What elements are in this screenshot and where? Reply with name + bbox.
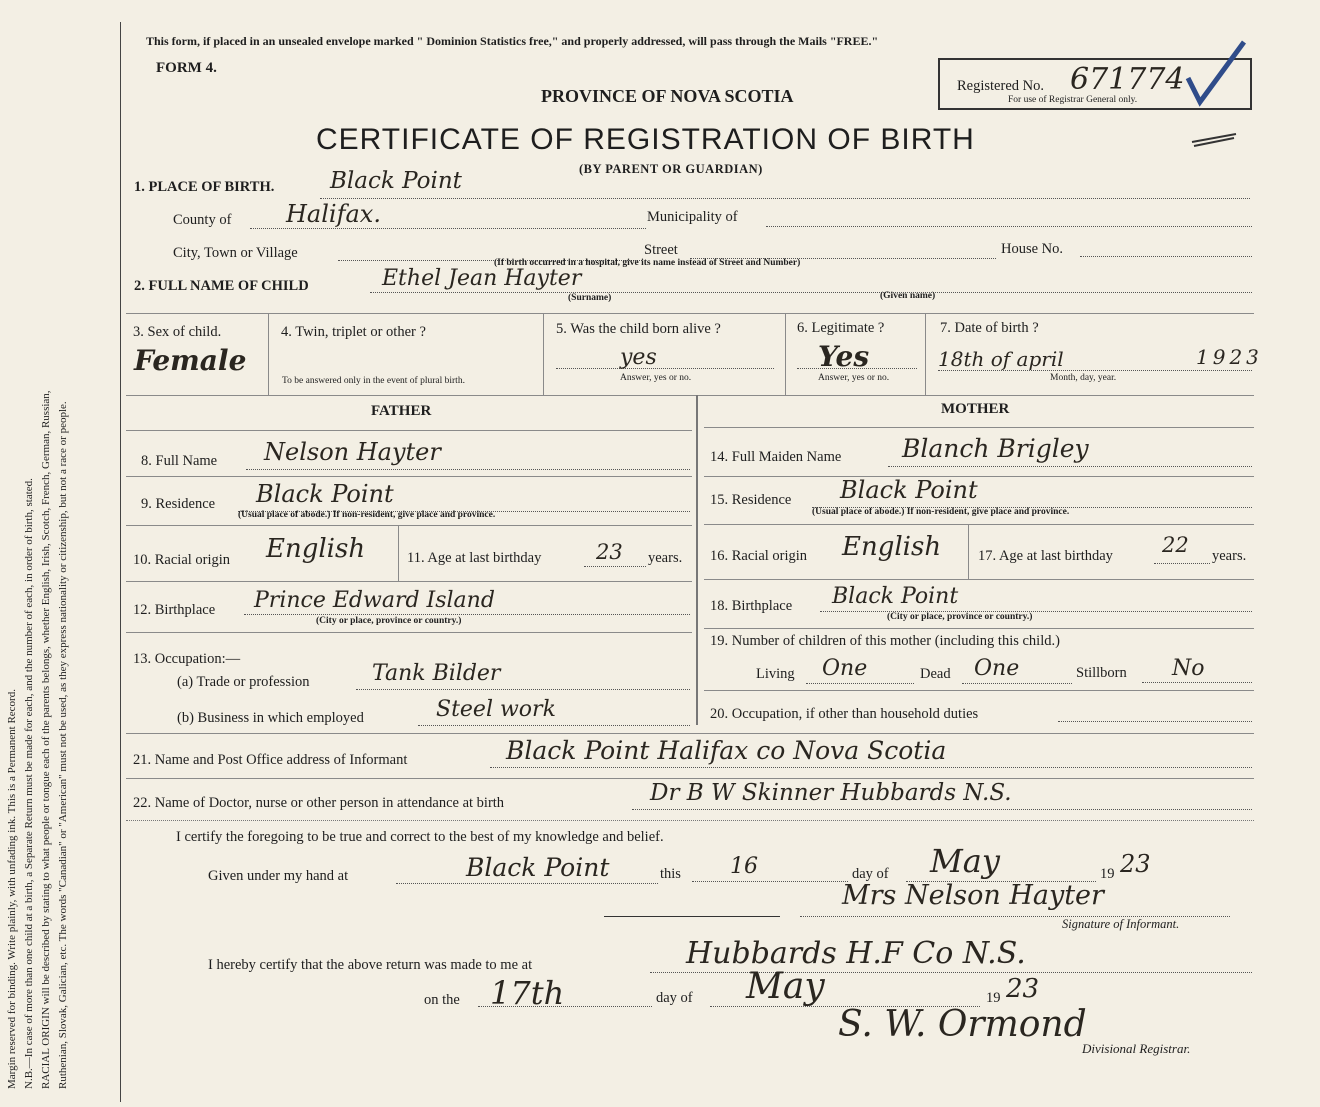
doctor-value: Dr B W Skinner Hubbards N.S. [650, 780, 1012, 806]
legitimate-value: Yes [818, 340, 870, 373]
margin-border [120, 22, 121, 1102]
mother-occupation-label: 20. Occupation, if other than household duties [710, 706, 979, 722]
sex-label: 3. Sex of child. [133, 324, 222, 340]
given-year-prefix: 19 [1100, 866, 1115, 882]
registrar-signature: S. W. Ormond [838, 1004, 1087, 1045]
father-birthplace-label: 12. Birthplace [133, 602, 216, 618]
mother-residence-value: Black Point [840, 476, 978, 504]
alive-value: yes [620, 345, 657, 370]
margin-notes [0, 0, 118, 1107]
father-residence-label: 9. Residence [141, 496, 216, 512]
mother-residence-note: (Usual place of abode.) If non-resident, give place and province. [812, 507, 1070, 517]
child-name-value: Ethel Jean Hayter [382, 266, 582, 291]
mother-birthplace-label: 18. Birthplace [710, 598, 793, 614]
divisional-registrar-label: Divisional Registrar. [1082, 1041, 1191, 1056]
document-subtitle: (BY PARENT OR GUARDIAN) [579, 162, 763, 176]
registrar-month-value: May [746, 966, 825, 1007]
father-race-value: English [266, 534, 366, 564]
place-of-birth-value: Black Point [330, 168, 462, 194]
registered-number: 671774 [1070, 62, 1185, 97]
given-place-value: Black Point [466, 853, 610, 882]
dob-year: 1923 [1196, 345, 1263, 369]
signature-of-informant-label: Signature of Informant. [1062, 917, 1180, 931]
living-value: One [822, 656, 868, 681]
registrar-year-value: 23 [1006, 974, 1040, 1004]
alive-note: Answer, yes or no. [620, 373, 692, 383]
registrar-note: For use of Registrar General only. [1008, 95, 1138, 105]
mother-name-label: 14. Full Maiden Name [710, 449, 842, 465]
margin-note-line: Ruthenian, Slovak, Galician, etc. The words "Canadian" or "American" must not be used, as they express nationality or citizenship, but not a race or people. [57, 401, 69, 1089]
father-age-label: 11. Age at last birthday [407, 550, 542, 566]
registrar-year-prefix: 19 [986, 990, 1001, 1006]
father-occupation-label: 13. Occupation:— [133, 651, 241, 667]
father-business-value: Steel work [436, 697, 556, 722]
father-name-label: 8. Full Name [141, 453, 218, 469]
house-label: House No. [1001, 241, 1064, 257]
mail-notice: This form, if placed in an unsealed envelope marked " Dominion Statistics free," and properly addressed, will pass through the Mails "FREE." [146, 34, 879, 48]
dead-value: One [974, 656, 1020, 681]
margin-note-line: N.B.—In case of more than one child at a birth, a Separate Return must be made for each, and the number of each, in order of birth, stated. [23, 478, 35, 1089]
registered-label: Registered No. [957, 78, 1044, 94]
form-number: FORM 4. [156, 60, 217, 76]
registrar-day-value: 17th [490, 974, 565, 1012]
father-residence-value: Black Point [256, 480, 394, 508]
father-heading: FATHER [371, 403, 432, 419]
mother-birthplace-value: Black Point [832, 584, 959, 609]
father-age-value: 23 [596, 540, 623, 564]
stillborn-value: No [1172, 656, 1205, 681]
informant-signature: Mrs Nelson Hayter [842, 880, 1104, 911]
father-name-value: Nelson Hayter [264, 438, 441, 466]
living-label: Living [756, 666, 795, 682]
scribble-icon [1188, 128, 1240, 150]
alive-label: 5. Was the child born alive ? [556, 321, 721, 337]
place-of-birth-label: 1. PLACE OF BIRTH. [134, 179, 275, 195]
given-day-of-label: day of [852, 866, 889, 882]
mother-years-label: years. [1212, 548, 1247, 564]
father-birthplace-value: Prince Edward Island [254, 588, 495, 613]
registrar-place-value: Hubbards H.F Co N.S. [686, 936, 1026, 971]
this-label: this [660, 866, 681, 882]
father-birthplace-note: (City or place, province or country.) [316, 616, 462, 626]
father-trade-value: Tank Bilder [372, 661, 501, 686]
father-business-label: (b) Business in which employed [177, 710, 364, 726]
informant-value: Black Point Halifax co Nova Scotia [506, 736, 947, 765]
stillborn-label: Stillborn [1076, 665, 1127, 681]
dob-value: 18th of april [938, 347, 1064, 371]
given-day-value: 16 [730, 854, 758, 879]
mother-residence-label: 15. Residence [710, 492, 792, 508]
mother-birthplace-note: (City or place, province or country.) [887, 612, 1033, 622]
mother-age-value: 22 [1162, 533, 1189, 557]
hospital-note: (If birth occurred in a hospital, give its name instead of Street and Number) [494, 258, 801, 268]
given-year-value: 23 [1120, 850, 1151, 878]
father-years-label: years. [648, 550, 683, 566]
dob-label: 7. Date of birth ? [940, 320, 1039, 336]
county-label: County of [173, 212, 232, 228]
surname-note: (Surname) [568, 293, 612, 303]
mother-age-label: 17. Age at last birthday [978, 548, 1113, 564]
margin-note-line: RACIAL ORIGIN will be described by stating to what people or tongue each of the parents belongs, whether English, Irish, Scotch, French, German, Russian, [40, 390, 52, 1089]
registrar-day-of-label: day of [656, 990, 693, 1006]
certify-text: I certify the foregoing to be true and correct to the best of my knowledge and belief. [176, 829, 664, 845]
document-title: CERTIFICATE OF REGISTRATION OF BIRTH [316, 123, 975, 156]
father-race-label: 10. Racial origin [133, 552, 231, 568]
mother-race-label: 16. Racial origin [710, 548, 808, 564]
city-label: City, Town or Village [173, 245, 298, 261]
father-trade-label: (a) Trade or profession [177, 674, 310, 690]
margin-note-line: Margin reserved for binding. Write plainly, with unfading ink. This is a Permanent Record. [6, 689, 18, 1089]
child-name-label: 2. FULL NAME OF CHILD [134, 278, 309, 294]
dead-label: Dead [920, 666, 951, 682]
given-month-value: May [930, 842, 1000, 880]
given-under-label: Given under my hand at [208, 868, 349, 884]
given-name-note: (Given name) [880, 291, 936, 301]
mother-heading: MOTHER [941, 401, 1010, 417]
twin-note: To be answered only in the event of plural birth. [282, 376, 465, 386]
checkmark-icon [1180, 38, 1250, 108]
mother-race-value: English [842, 532, 942, 562]
municipality-label: Municipality of [647, 209, 738, 225]
legitimate-label: 6. Legitimate ? [797, 320, 885, 336]
twin-label: 4. Twin, triplet or other ? [281, 324, 426, 340]
mother-name-value: Blanch Brigley [902, 434, 1089, 463]
registrar-certify-text: I hereby certify that the above return was made to me at [208, 957, 533, 973]
legitimate-note: Answer, yes or no. [818, 373, 890, 383]
county-value: Halifax. [286, 200, 381, 228]
father-residence-note: (Usual place of abode.) If non-resident, give place and province. [238, 510, 496, 520]
informant-label: 21. Name and Post Office address of Informant [133, 752, 408, 768]
mother-children-label: 19. Number of children of this mother (including this child.) [710, 633, 1060, 649]
sex-value: Female [134, 344, 247, 377]
province-heading: PROVINCE OF NOVA SCOTIA [541, 86, 794, 106]
street-label: Street [644, 242, 678, 258]
on-the-label: on the [424, 992, 460, 1008]
doctor-label: 22. Name of Doctor, nurse or other person in attendance at birth [133, 795, 505, 811]
dob-note: Month, day, year. [1050, 373, 1117, 383]
